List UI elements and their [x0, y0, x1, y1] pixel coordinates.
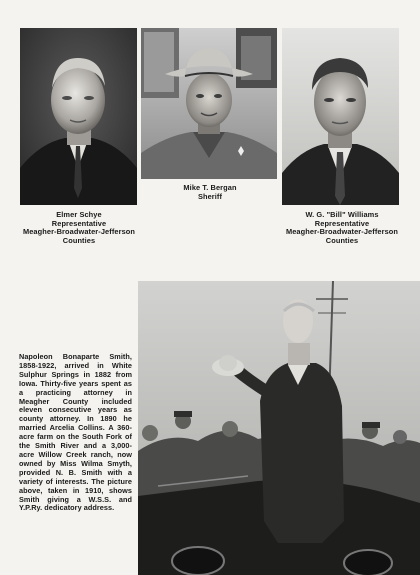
caption-name: Elmer Schye	[56, 210, 102, 219]
portrait-image	[141, 28, 277, 179]
caption-line: Meagher-Broadwater-Jefferson	[285, 227, 399, 237]
portrait-photo-elmer-schye	[20, 28, 137, 205]
caption-line: Representative	[51, 218, 107, 228]
portrait-caption-elmer-schye	[14, 211, 144, 245]
caption-line: Counties	[325, 235, 359, 245]
caption-line: Representative	[314, 218, 370, 228]
feature-caption: Napoleon Bonaparte Smith, 1858-1922, arrived in White Sulphur Springs in 1882 from Iowa. Thirty-five years spent as a practicing attorney in Meagher County included eleven consecutive years as county attorney. In 1890 he married Arcelia Collins. A 360-acre farm on the South Fork of the Smith River and a 3,000-acre Willow Creek ranch, now owned by Miss Wilma Smyth, provided N. B. Smith with a variety of interests. The picture above, taken in 1910, shows Smith giving a W.S.S. and Y.P.Ry. dedicatory address.	[19, 352, 132, 513]
caption-name: W. G. "Bill" Williams	[305, 210, 379, 219]
caption-line: Counties	[62, 235, 96, 245]
portrait-caption-mike-bergan	[166, 184, 254, 201]
portrait-caption-bill-williams	[276, 211, 408, 245]
caption-line: Meagher-Broadwater-Jefferson	[22, 227, 136, 237]
portrait-photo-bill-williams	[282, 28, 399, 205]
caption-line: Sheriff	[197, 191, 223, 201]
portrait-image	[282, 28, 399, 205]
feature-image	[138, 281, 420, 575]
feature-photo-nb-smith	[138, 281, 420, 575]
caption-name: Mike T. Bergan	[183, 183, 237, 192]
portrait-image	[20, 28, 137, 205]
portrait-photo-mike-bergan	[141, 28, 277, 179]
